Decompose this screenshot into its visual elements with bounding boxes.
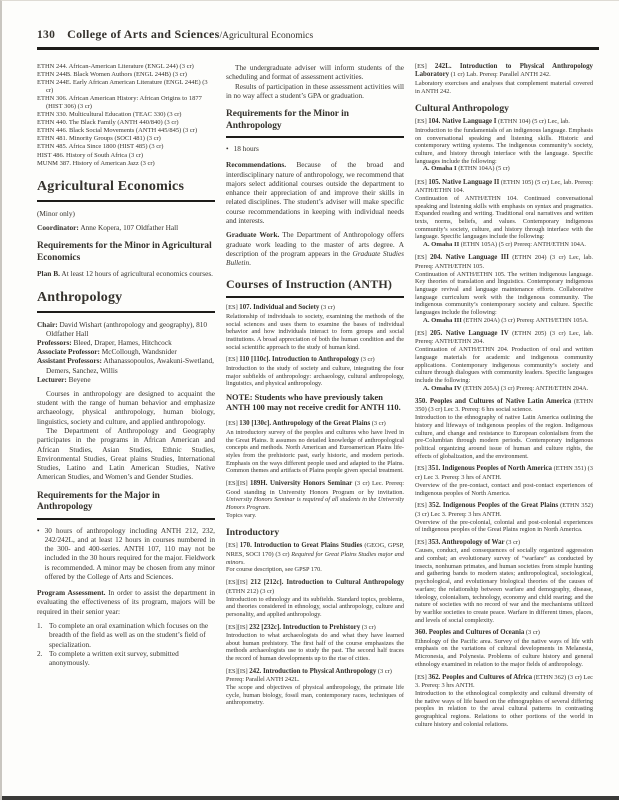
course-description: For course description, see GPSP 170.	[226, 566, 322, 574]
course-list-item: ETHN 481. Minority Groups (SOCI 481) (3 cr)	[37, 135, 161, 143]
course-tag: [ES][IS]	[226, 480, 248, 488]
course-description: Introduction to the fundamentals of an indigenous language. Emphasis on conversational speaking and listening skills. Historic and contemporary writing systems. The indigenous community’s society, culture, and history through interface with the language. Specific languages include the following:	[415, 126, 593, 165]
course-description: Causes, conduct, and consequences of socially organized aggression and combat; an evolutionary survey of “warfare” as conducted by insects, nonhuman primates, and human societies from simple hunting and gathering bands to modern states; anthropological, sociological, psychological, and evolutionary biological theories of the causes of warfare; the relationship between warfare and demography, disease, ideology, colonialism, technology, economy and child rearing; and the nature of societies with no record of war and the mechanisms utilized by warlike societies to create peace. Warfare in different times, places, and levels of social complexity.	[415, 547, 593, 624]
paragraph-lead: Program Assessment.	[37, 588, 106, 598]
course-tag: [ES]	[415, 118, 427, 126]
course-title: 204. Native Language III	[430, 254, 509, 262]
course-meta: (3 cr)	[320, 304, 335, 312]
course-meta: (3 cr) Lec. Prereq: Good standing in University Honors Program or by invitation.	[226, 480, 405, 496]
course-title: 232 [232c]. Introduction to Prehistory	[249, 623, 361, 631]
course-list-item: MUNM 387. History of American Jazz (3 cr)	[37, 159, 155, 167]
list-number: 2.	[37, 648, 43, 658]
course-title: 353. Anthropology of War	[428, 538, 505, 546]
course-title: 130 [130c]. Anthropology of the Great Plains	[239, 420, 371, 428]
course-title: 242L. Introduction to Physical Anthropology Laboratory	[415, 63, 594, 79]
faculty-line: Chair: David Wishart (anthropology and geography), 810 Oldfather Hall	[37, 319, 208, 338]
course-tag: [ES]	[226, 304, 238, 312]
course-entry-105-native-language-ii	[415, 179, 593, 250]
faculty-line: Assistant Professors: Athanassopoulos, Awakuni-Swetland, Demers, Sanchez, Willis	[37, 356, 214, 375]
course-tag: [ES]	[415, 465, 427, 473]
faculty-list	[37, 320, 215, 384]
course-tag: [ES][IS]	[226, 579, 248, 587]
paragraph-lead: Graduate Work.	[226, 230, 280, 240]
course-list-item: ETHN 446. Black Social Movements (ANTH 445/845) (3 cr)	[37, 127, 198, 135]
course-description: Introduction to the ethnography of native Latin America outlining the history and lifeways of indigenous peoples of the region. Indigenous culture, and change and resistance to European colonialism from the pre-Columbian through modern periods. Contemporary indigenous political organizing around issue of human and culture rights, the effects of globalization, and the environment.	[415, 414, 593, 460]
course-entry-242l-introduction-to-physical-anthropology	[415, 63, 593, 95]
course-list-item: ETHN 485. Africa Since 1800 (HIST 485) (3 cr)	[37, 143, 164, 151]
page-title-sub: /Agricultural Economics	[219, 31, 314, 41]
faculty-role: Professors:	[37, 337, 72, 347]
course-title: 352. Indigenous Peoples of the Great Plains	[428, 502, 559, 510]
faculty-role: Assistant Professors:	[37, 356, 102, 366]
ethn-course-list	[37, 63, 215, 168]
course-tag: [ES]	[415, 254, 427, 262]
note-text: NOTE: Students who have previously taken ANTH 100 may not receive credit for ANTH 110.	[226, 392, 401, 413]
course-description: Overview of the pre-contact, contact and post-contact experiences of indigenous peoples of North America.	[415, 481, 593, 497]
course-meta: (3 cr)	[377, 667, 392, 675]
course-entry-232-232c-introduction-to-prehistory	[226, 624, 404, 663]
section-heading-agricultural-economics: Agricultural Economics	[37, 179, 215, 202]
course-entry-104-native-language-i	[415, 118, 593, 173]
paragraph: The Department of Anthropology and Geography participates in the programs in African American and African Studies, Asian Studies, Ethnic Studies, Environmental Studies, Great plains Studies, International Studies, Latino and Latin American Studies, Native American Studies, and Women’s and Gender Studies.	[37, 425, 215, 482]
subsection-heading-requirements-for-the-minor-in-agricultural: Requirements for the Minor in Agricultural Economics	[37, 241, 212, 263]
paragraph: Coordinator: Anne Kopera, 107 Oldfather Hall	[37, 222, 179, 232]
course-description: The scope and objectives of physical anthropology, the primate life cycle, human biology, fossil man, contemporary races, techniques of anthropometry.	[226, 684, 404, 707]
course-description: Prereq: Parallel ANTH 242L.	[226, 676, 300, 684]
course-list-item: HIST 486. History of South Africa (3 cr)	[37, 151, 144, 159]
course-description: Introduction to ethnology and its subfields. Standard topics, problems, and theories considered in ethnology, social anthropology, culture and personality, and applied anthropology.	[226, 595, 404, 618]
course-meta: (3 cr)	[360, 356, 375, 364]
course-subitem: A. Omaha III (ETHN 204A) (3 cr) Prereq: ANTH/ETHN 105A.	[423, 316, 589, 324]
course-description: Relationship of individuals to society, examining the methods of the social sciences and uses them to examine the bases of individual behavior and how individuals interact to form groups and social institutions. A broad appreciation of both the human condition and the social scientific approach to the study of human kind.	[226, 312, 404, 351]
course-title: 105. Native Language II	[428, 178, 500, 186]
course-title: 189H. University Honors Seminar	[250, 480, 353, 488]
page-title	[67, 27, 313, 42]
course-meta: (ETHN 362) (3 cr) Lec 3. Prereq: 3 hrs ANTH.	[415, 673, 594, 689]
course-meta: (ETHN 350) (3 cr) Lec 3. Prereq: 6 hrs social science.	[415, 397, 593, 414]
course-tag: [ES]	[226, 542, 238, 550]
course-meta: (ETHN 105) (5 cr) Lec, lab. Prereq: ANTH/ETHN 104.	[415, 178, 594, 194]
course-description: Required for Great Plains Studies major and minors.	[226, 550, 405, 566]
course-entry-212-212c-introduction-to-cultural-anthropo	[226, 579, 404, 618]
bullet-text: 18 hours	[233, 144, 259, 153]
faculty-line: Lecturer: Beyene	[37, 374, 91, 384]
bullet-marker: •	[37, 525, 40, 535]
course-meta: (3 cr)	[361, 623, 376, 631]
course-description: Continuation of ANTH/ETHN 104. Continued conversational speaking and listening skills with emphasis on syntax and pragmatics. Expanded reading and writing. Traditional oral narratives and written texts, norms, beliefs, and values. Contemporary indigenous community’s society, culture, and history through interface with the language. Specific languages include the following:	[415, 194, 593, 241]
page-header	[37, 27, 599, 50]
faculty-line: Professors: Bleed, Draper, Hames, Hitchcock	[37, 337, 172, 347]
course-entry-242-introduction-to-physical-anthropology	[226, 668, 404, 707]
column-middle	[226, 63, 404, 733]
bullet-text: 30 hours of anthropology including ANTH 212, 232, 242/242L, and at least 12 hours in courses numbered in the 300- and 400-series. ANTH 107, 110 may not be included in the 30 hours required for the major. Fieldwork is recommended. A minor may be chosen from any minor offered by the College of Arts and Sciences.	[44, 525, 215, 581]
course-subitem: A. Omaha I (ETHN 104A) (5 cr)	[423, 165, 510, 173]
paragraph: Courses in anthropology are designed to acquaint the student with the range of human behavior and emphasize archaeology, physical anthropology, human biology, linguistics, society and culture, and applied anthropology.	[37, 388, 215, 426]
course-title: 107. Individual and Society	[239, 304, 320, 312]
course-meta: (ETHN 104) (5 cr) Lec, lab.	[498, 118, 570, 126]
course-tag: [ES]	[415, 329, 427, 337]
course-description: Ethnology of the Pacific area. Survey of the native ways of life with emphasis on the variations of cultural developments in Melanesia, Micronesia, and Polynesia. Problems of culture history and general ethnology examined in relation to the major fields of anthropology.	[415, 637, 593, 668]
course-entry-352-indigenous-peoples-of-the-great-plains	[415, 502, 593, 534]
course-title: 351. Indigenous Peoples of North America	[428, 465, 552, 473]
course-entry-351-indigenous-peoples-of-north-america	[415, 465, 593, 497]
page-number: 130	[37, 29, 56, 41]
course-entry-170-introduction-to-great-plains-studies	[226, 542, 404, 574]
course-tag: [ES][IS]	[226, 623, 248, 631]
course-title: 212 [212c]. Introduction to Cultural Anthropology	[250, 579, 405, 587]
course-subitem: A. Omaha IV (ETHN 205A) (3 cr) Prereq: ANTH/ETHN 204A.	[423, 384, 589, 392]
course-description: Introduction to what archaeologists do and what they have learned about human prehistory. The first half of the course emphasizes the methods archaeologists use to study the past. The second half traces the record of human developments up to the rise of cities.	[226, 632, 404, 663]
course-subitem-title: A. Omaha I	[423, 165, 457, 173]
course-description: University Honors Seminar is required of all students in the University Honors Program.	[226, 496, 404, 512]
course-title: 110 [110c]. Introduction to Anthropology	[239, 356, 360, 364]
course-title: 242. Introduction to Physical Anthropology	[249, 667, 377, 675]
course-entry-205-native-language-iv	[415, 330, 593, 393]
paragraph: (Minor only)	[37, 208, 75, 218]
course-entry-204-native-language-iii	[415, 254, 593, 325]
course-title: 104. Native Language I	[428, 118, 497, 126]
subsection-heading-requirements-for-the-minor-in-anthropology: Requirements for the Minor in Anthropology	[226, 109, 404, 138]
course-tag: [ES][IS]	[226, 667, 248, 675]
course-description: Continuation of ANTH/ETHN 204. Production of oral and written language materials for academic and indigenous community applications. Contemporary indigenous community’s society and culture through dialogues with community leaders. Specific languages include the following:	[415, 346, 593, 385]
faculty-role: Lecturer:	[37, 374, 67, 384]
list-text: To complete a written exit survey, submitted anonymously.	[49, 648, 179, 668]
subsection-heading-requirements-for-the-major-in-anthropology: Requirements for the Major in Anthropology	[37, 491, 215, 520]
course-entry-107-individual-and-society	[226, 304, 404, 351]
course-list-item: ETHN 244B. Black Women Authors (ENGL 244B) (3 cr)	[37, 71, 187, 79]
bullet-marker: •	[226, 144, 229, 153]
list-text: To complete an oral examination which focuses on the breadth of the field as well as on the student’s field of specialization.	[49, 621, 209, 649]
bullet-item	[37, 526, 215, 582]
course-title: 362. Peoples and Cultures of Africa	[428, 673, 533, 681]
course-subitem-title: A. Omaha III	[423, 316, 462, 324]
course-meta: (3 cr)	[371, 420, 386, 428]
courses-of-instruction-heading: Courses of Instruction (ANTH)	[226, 277, 404, 298]
column-left	[37, 63, 215, 733]
course-meta: (GEOG, GPSP, NRES, SOCI 170) (3 cr)	[226, 542, 405, 558]
column-right	[415, 63, 593, 733]
course-tag: [ES]	[415, 538, 427, 546]
course-tag: [ES]	[415, 502, 427, 510]
faculty-role: Chair:	[37, 319, 58, 329]
course-tag: [ES]	[226, 356, 238, 364]
paragraph: Results of participation in these assessment activities will in no way affect a student’s GPA or graduation.	[226, 81, 404, 100]
course-meta: (3 cr)	[525, 629, 540, 637]
course-meta: (ETHN 204) (3 cr) Lec, lab. Prereq: ANTH/ETHN 105.	[415, 254, 593, 270]
paragraph: Plan B. At least 12 hours of agricultural economics courses.	[37, 269, 213, 279]
faculty-role: Associate Professor:	[37, 347, 100, 357]
course-meta: (ETHN 212) (3 cr)	[226, 587, 275, 595]
course-list-item: ETHN 244E. Early African American Literature (ENGL 244E) (3 cr)	[37, 79, 208, 95]
course-meta: (ETHN 351) (3 cr) Lec 3. Prereq: 3 hrs of ANTH.	[415, 465, 593, 481]
course-description: Introduction to the ethnological complexity and cultural diversity of the native ways of life based on the ethnographies of several differing peoples in relation to the areal cultural patterns in contrasting geographical regions. Relations to other portions of the world in culture history and colonial relations.	[415, 689, 593, 728]
bullet-item	[226, 144, 404, 153]
course-meta: (ETHN 205) (3 cr) Lec, lab. Prereq: ANTH/ETHN 204.	[415, 329, 594, 346]
paragraph-lead: Recommendations.	[226, 160, 287, 170]
list-number: 1.	[37, 621, 43, 631]
group-heading-introductory: Introductory	[226, 527, 280, 539]
course-tag: [ES]	[415, 673, 427, 681]
course-meta: (1 cr) Lab. Prereq: Parallel ANTH 242.	[450, 71, 551, 79]
paragraph-lead: Coordinator:	[37, 222, 79, 232]
course-title: 350. Peoples and Cultures of Native Latin America	[415, 397, 572, 405]
numbered-list	[37, 621, 215, 667]
course-entry-360-peoples-and-cultures-of-oceania	[415, 629, 593, 668]
course-description: Topics vary.	[226, 511, 257, 519]
page-title-main: College of Arts and Sciences	[67, 27, 220, 41]
course-entry-353-anthropology-of-war	[415, 539, 593, 624]
course-meta: (3 cr)	[506, 538, 521, 546]
course-title: 360. Peoples and Cultures of Oceania	[415, 629, 525, 637]
course-list-item: ETHN 244. African-American Literature (ENGL 244) (3 cr)	[37, 63, 194, 70]
italic-text: Graduate Studies Bulletin	[226, 248, 404, 268]
content-columns	[37, 63, 599, 733]
course-subitem-title: A. Omaha IV	[423, 384, 462, 392]
page-content	[2, 1, 619, 733]
paragraph: The undergraduate adviser will inform students of the scheduling and format of assessment activities.	[226, 63, 404, 82]
faculty-line: Associate Professor: McCollough, Wandsnider	[37, 347, 177, 357]
course-meta: (ETHN 352) (3 cr) Lec 3. Prereq: 3 hrs ANTH.	[415, 502, 593, 518]
course-tag: [ES]	[415, 63, 427, 70]
course-tag: [ES]	[226, 420, 238, 428]
course-entry-110-110c-introduction-to-anthropology	[226, 356, 404, 388]
numbered-list-item	[37, 649, 215, 668]
course-entry-362-peoples-and-cultures-of-africa	[415, 674, 593, 729]
course-description: Introduction to the study of society and culture, integrating the four major subfields of anthropology: archaeology, cultural anthropology, linguistics, and physical anthropology.	[226, 364, 404, 388]
numbered-list-item	[37, 621, 215, 649]
course-list-item: ETHN 330. Multicultural Education (TEAC 330) (3 cr)	[37, 111, 182, 119]
course-description: Overview of the pre-colonial, colonial and post-colonial experiences of indigenous peoples of the Great Plains region in North America.	[415, 518, 593, 534]
section-heading-anthropology: Anthropology	[37, 290, 215, 313]
course-entry-350-peoples-and-cultures-of-native-latin-a	[415, 398, 593, 460]
course-tag: [ES]	[415, 178, 427, 186]
paragraph: Recommendations. Because of the broad and interdisciplinary nature of anthropology, we recommend that majors select additional courses outside the department to enhance their appreciation of and improve their skills in related disciplines. The student’s adviser will make specific course recommendations in keeping with individual needs and interests.	[226, 160, 404, 225]
paragraph: Graduate Work. The Department of Anthropology offers graduate work leading to the master of arts degree. A description of the program appears in the Graduate Studies Bulletin.	[226, 230, 404, 268]
course-description: Laboratory exercises and analyses that complement material covered in ANTH 242.	[415, 79, 593, 95]
course-list-item: ETHN 440. The Black Family (ANTH 440/840) (3 cr)	[37, 119, 179, 127]
course-list-item: ETHN 306. African American History: African Origins to 1877 (HIST 306) (3 cr)	[37, 95, 202, 111]
course-title: 170. Introduction to Great Plains Studies	[239, 542, 363, 550]
group-heading-cultural-anthropology: Cultural Anthropology	[415, 103, 509, 115]
paragraph-lead: Plan B.	[37, 269, 60, 279]
course-subitem: A. Omaha II (ETHN 105A) (5 cr) Prereq: ANTH/ETHN 104A.	[423, 240, 586, 248]
course-entry-130-130c-anthropology-of-the-great-plains	[226, 420, 404, 475]
course-description: An introductory survey of the peoples and cultures who have lived in the Great Plains. It assumes no detailed knowledge of anthropological concepts and methods. North American and Euroamerican Plains life-styles from the prehistoric past, early historic, and modern periods. Emphasis on the ways different people used and adapted to the Plains. Common themes and artifacts of Plains people given special treatment.	[226, 428, 404, 475]
course-title: 205. Native Language IV	[430, 329, 509, 337]
course-subitem-title: A. Omaha II	[423, 240, 460, 248]
course-description: Continuation of ANTH/ETHN 105. The written indigenous language. Key theories of translation and linguistics. Contemporary indigenous language revival and language maintenance efforts. Collaborative language curriculum work with the indigenous community. The indigenous community’s contemporary society and culture. Specific languages include the following:	[415, 270, 593, 317]
paragraph: Program Assessment. In order to assist the department in evaluating the effectiveness of its program, majors will be required in their senior year:	[37, 588, 215, 616]
course-entry-189h-university-honors-seminar	[226, 480, 404, 519]
